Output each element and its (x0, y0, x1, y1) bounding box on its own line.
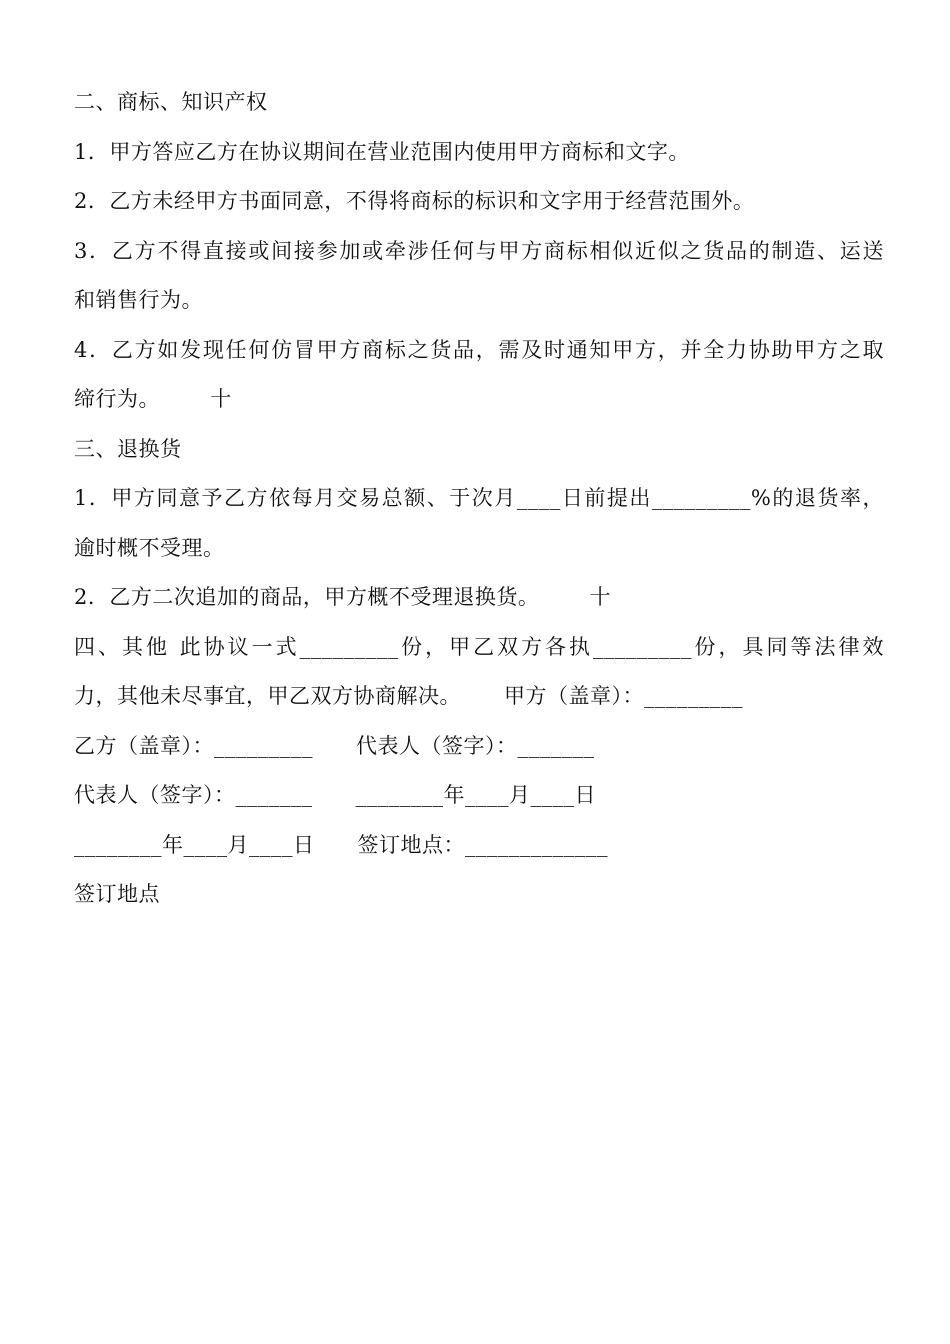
clause-line: 和销售行为。 (74, 288, 203, 312)
section-heading-other: 四、其他 此协议一式_________份，甲乙双方各执_________份，具同等法律效 (74, 634, 884, 659)
clause-line: 1．甲方答应乙方在协议期间在营业范围内使用甲方商标和文字。 (74, 139, 690, 164)
clause-line: 2．乙方二次追加的商品，甲方概不受理退换货。 十 (74, 585, 612, 609)
clause-line: 逾时概不受理。 (74, 535, 225, 560)
clause-line: 缔行为。 十 (74, 387, 232, 411)
clause-line: 力，其他未尽事宜，甲乙双方协商解决。 甲方（盖章）：_________ (74, 684, 744, 708)
section-heading-returns: 三、退换货 (74, 436, 182, 461)
signature-line: 代表人（签字）：_______ ________年____月____日 (74, 783, 597, 807)
clause-line: 2．乙方未经甲方书面同意，不得将商标的标识和文字用于经营范围外。 (74, 189, 755, 213)
clause-line: 1．甲方同意予乙方依每月交易总额、于次月____日前提出_________%的退货率， (74, 486, 884, 510)
signing-location-label: 签订地点 (74, 882, 160, 906)
clause-line: 3．乙方不得直接或间接参加或牵涉任何与甲方商标相似近似之货品的制造、运送 (74, 238, 884, 263)
section-heading-trademark: 二、商标、知识产权 (74, 90, 268, 114)
contract-page (74, 78, 884, 920)
signature-line: ________年____月____日 签订地点：_____________ (74, 832, 609, 857)
clause-line: 4．乙方如发现任何仿冒甲方商标之货品，需及时通知甲方，并全力协助甲方之取 (74, 337, 884, 362)
signature-line: 乙方（盖章）：_________ 代表人（签字）：_______ (74, 733, 595, 758)
